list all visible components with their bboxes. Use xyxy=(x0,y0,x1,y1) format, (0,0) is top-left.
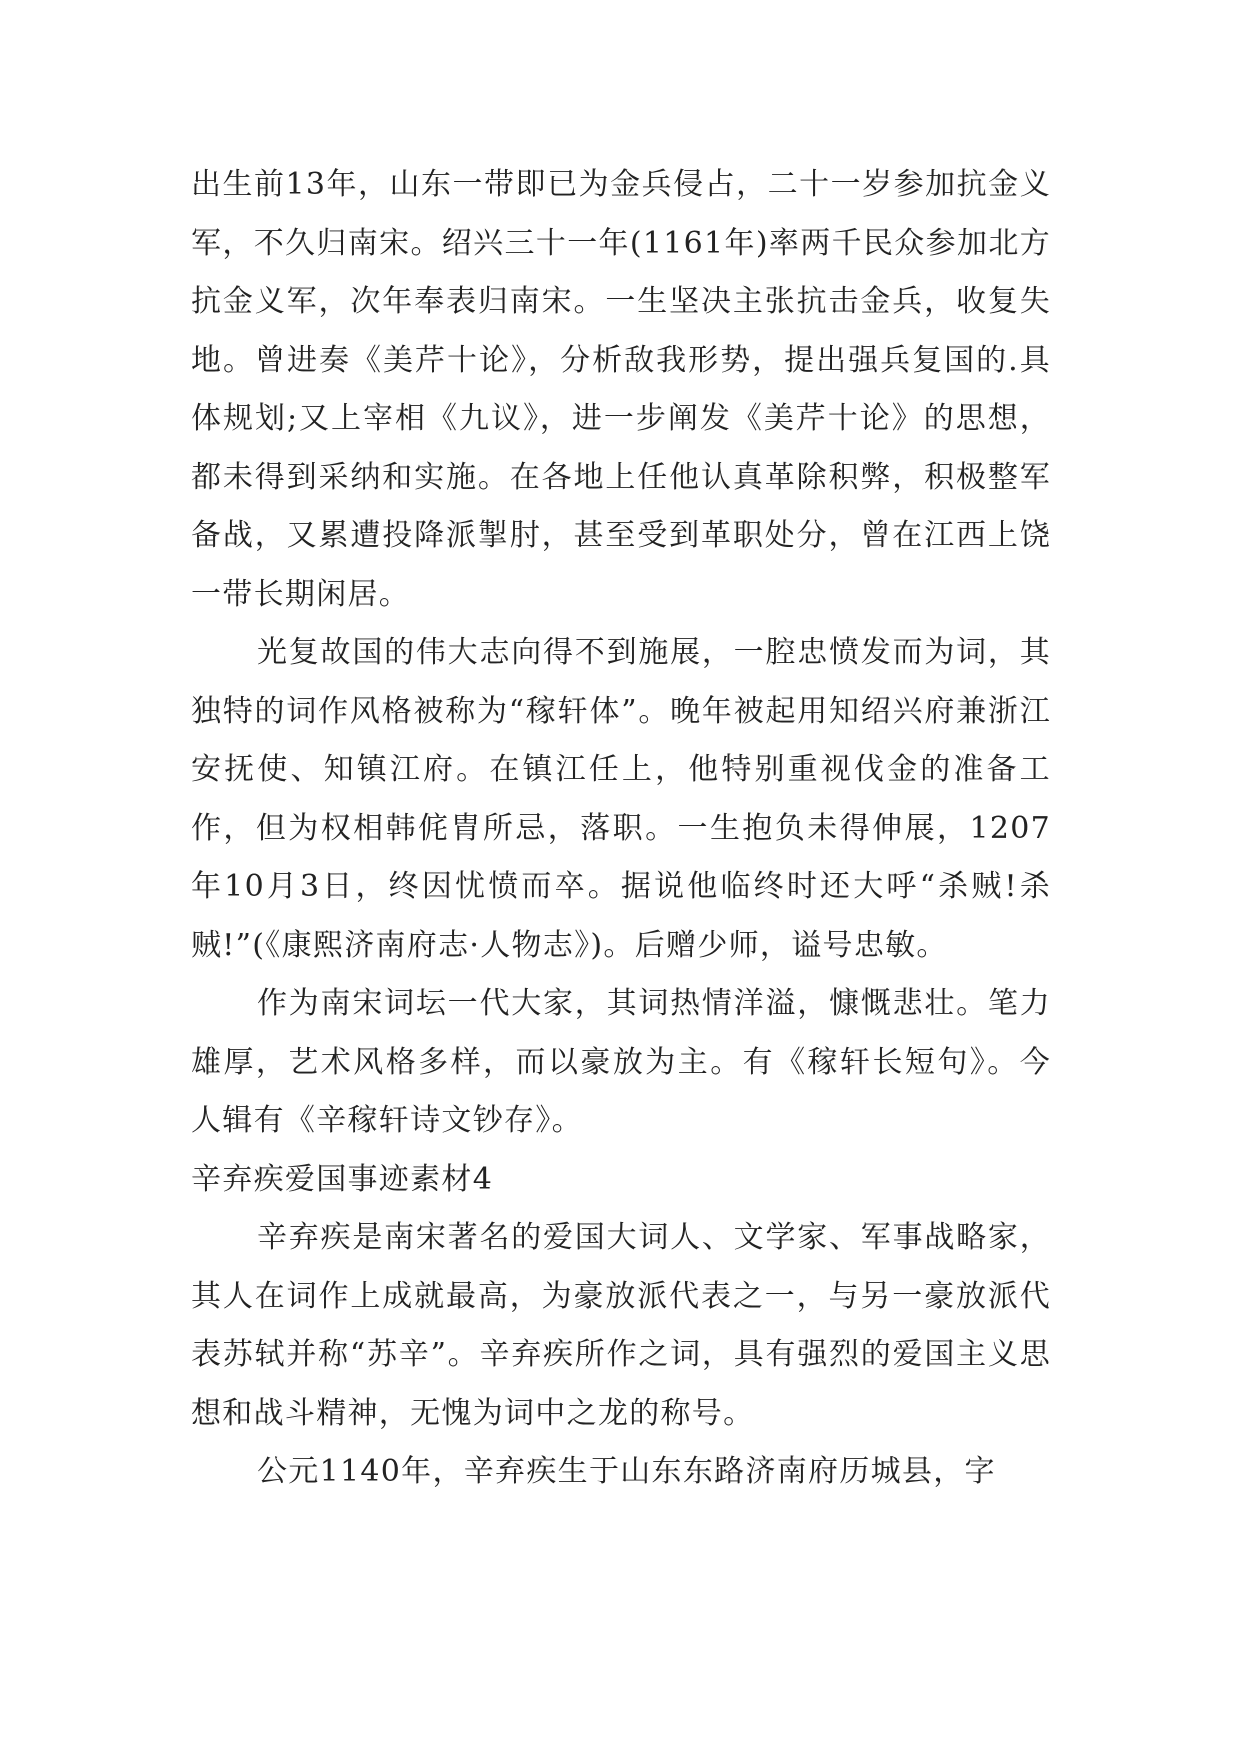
section-heading: 辛弃疾爱国事迹素材4 xyxy=(191,1161,494,1197)
paragraph-literary-legacy: 作为南宋词坛一代大家，其词热情洋溢，慷慨悲壮。笔力雄厚，艺术风格多样，而以豪放为主。有《稼轩长短句》。今人辑有《辛稼轩诗文钞存》。 xyxy=(191,986,1051,1138)
paragraph-later-life: 光复故国的伟大志向得不到施展，一腔忠愤发而为词，其独特的词作风格被称为“稼轩体”。晚年被起用知绍兴府兼浙江安抚使、知镇江府。在镇江任上，他特别重视伐金的准备工作，但为权相韩侂胄所忌，落职。一生抱负未得伸展，1207年10月3日，终因忧愤而卒。据说他临终时还大呼“杀贼!杀贼!”(《康熙济南府志·人物志》)。后赠少师，谥号忠敏。 xyxy=(191,635,1051,963)
document-body xyxy=(191,156,1051,1502)
paragraph-introduction: 辛弃疾是南宋著名的爱国大词人、文学家、军事战略家，其人在词作上成就最高，为豪放派代表之一，与另一豪放派代表苏轼并称“苏辛”。辛弃疾所作之词，具有强烈的爱国主义思想和战斗精神，无愧为词中之龙的称号。 xyxy=(191,1220,1051,1431)
paragraph-birth: 公元1140年，辛弃疾生于山东东路济南府历城县，字 xyxy=(257,1454,996,1489)
paragraph-early-life-continued: 出生前13年，山东一带即已为金兵侵占，二十一岁参加抗金义军，不久归南宋。绍兴三十一年(1161年)率两千民众参加北方抗金义军，次年奉表归南宋。一生坚决主张抗击金兵，收复失地。曾进奏《美芹十论》，分析敌我形势，提出强兵复国的.具体规划;又上宰相《九议》，进一步阐发《美芹十论》的思想，都未得到采纳和实施。在各地上任他认真革除积弊，积极整军备战，又累遭投降派掣肘，甚至受到革职处分，曾在江西上饶一带长期闲居。 xyxy=(191,167,1051,612)
